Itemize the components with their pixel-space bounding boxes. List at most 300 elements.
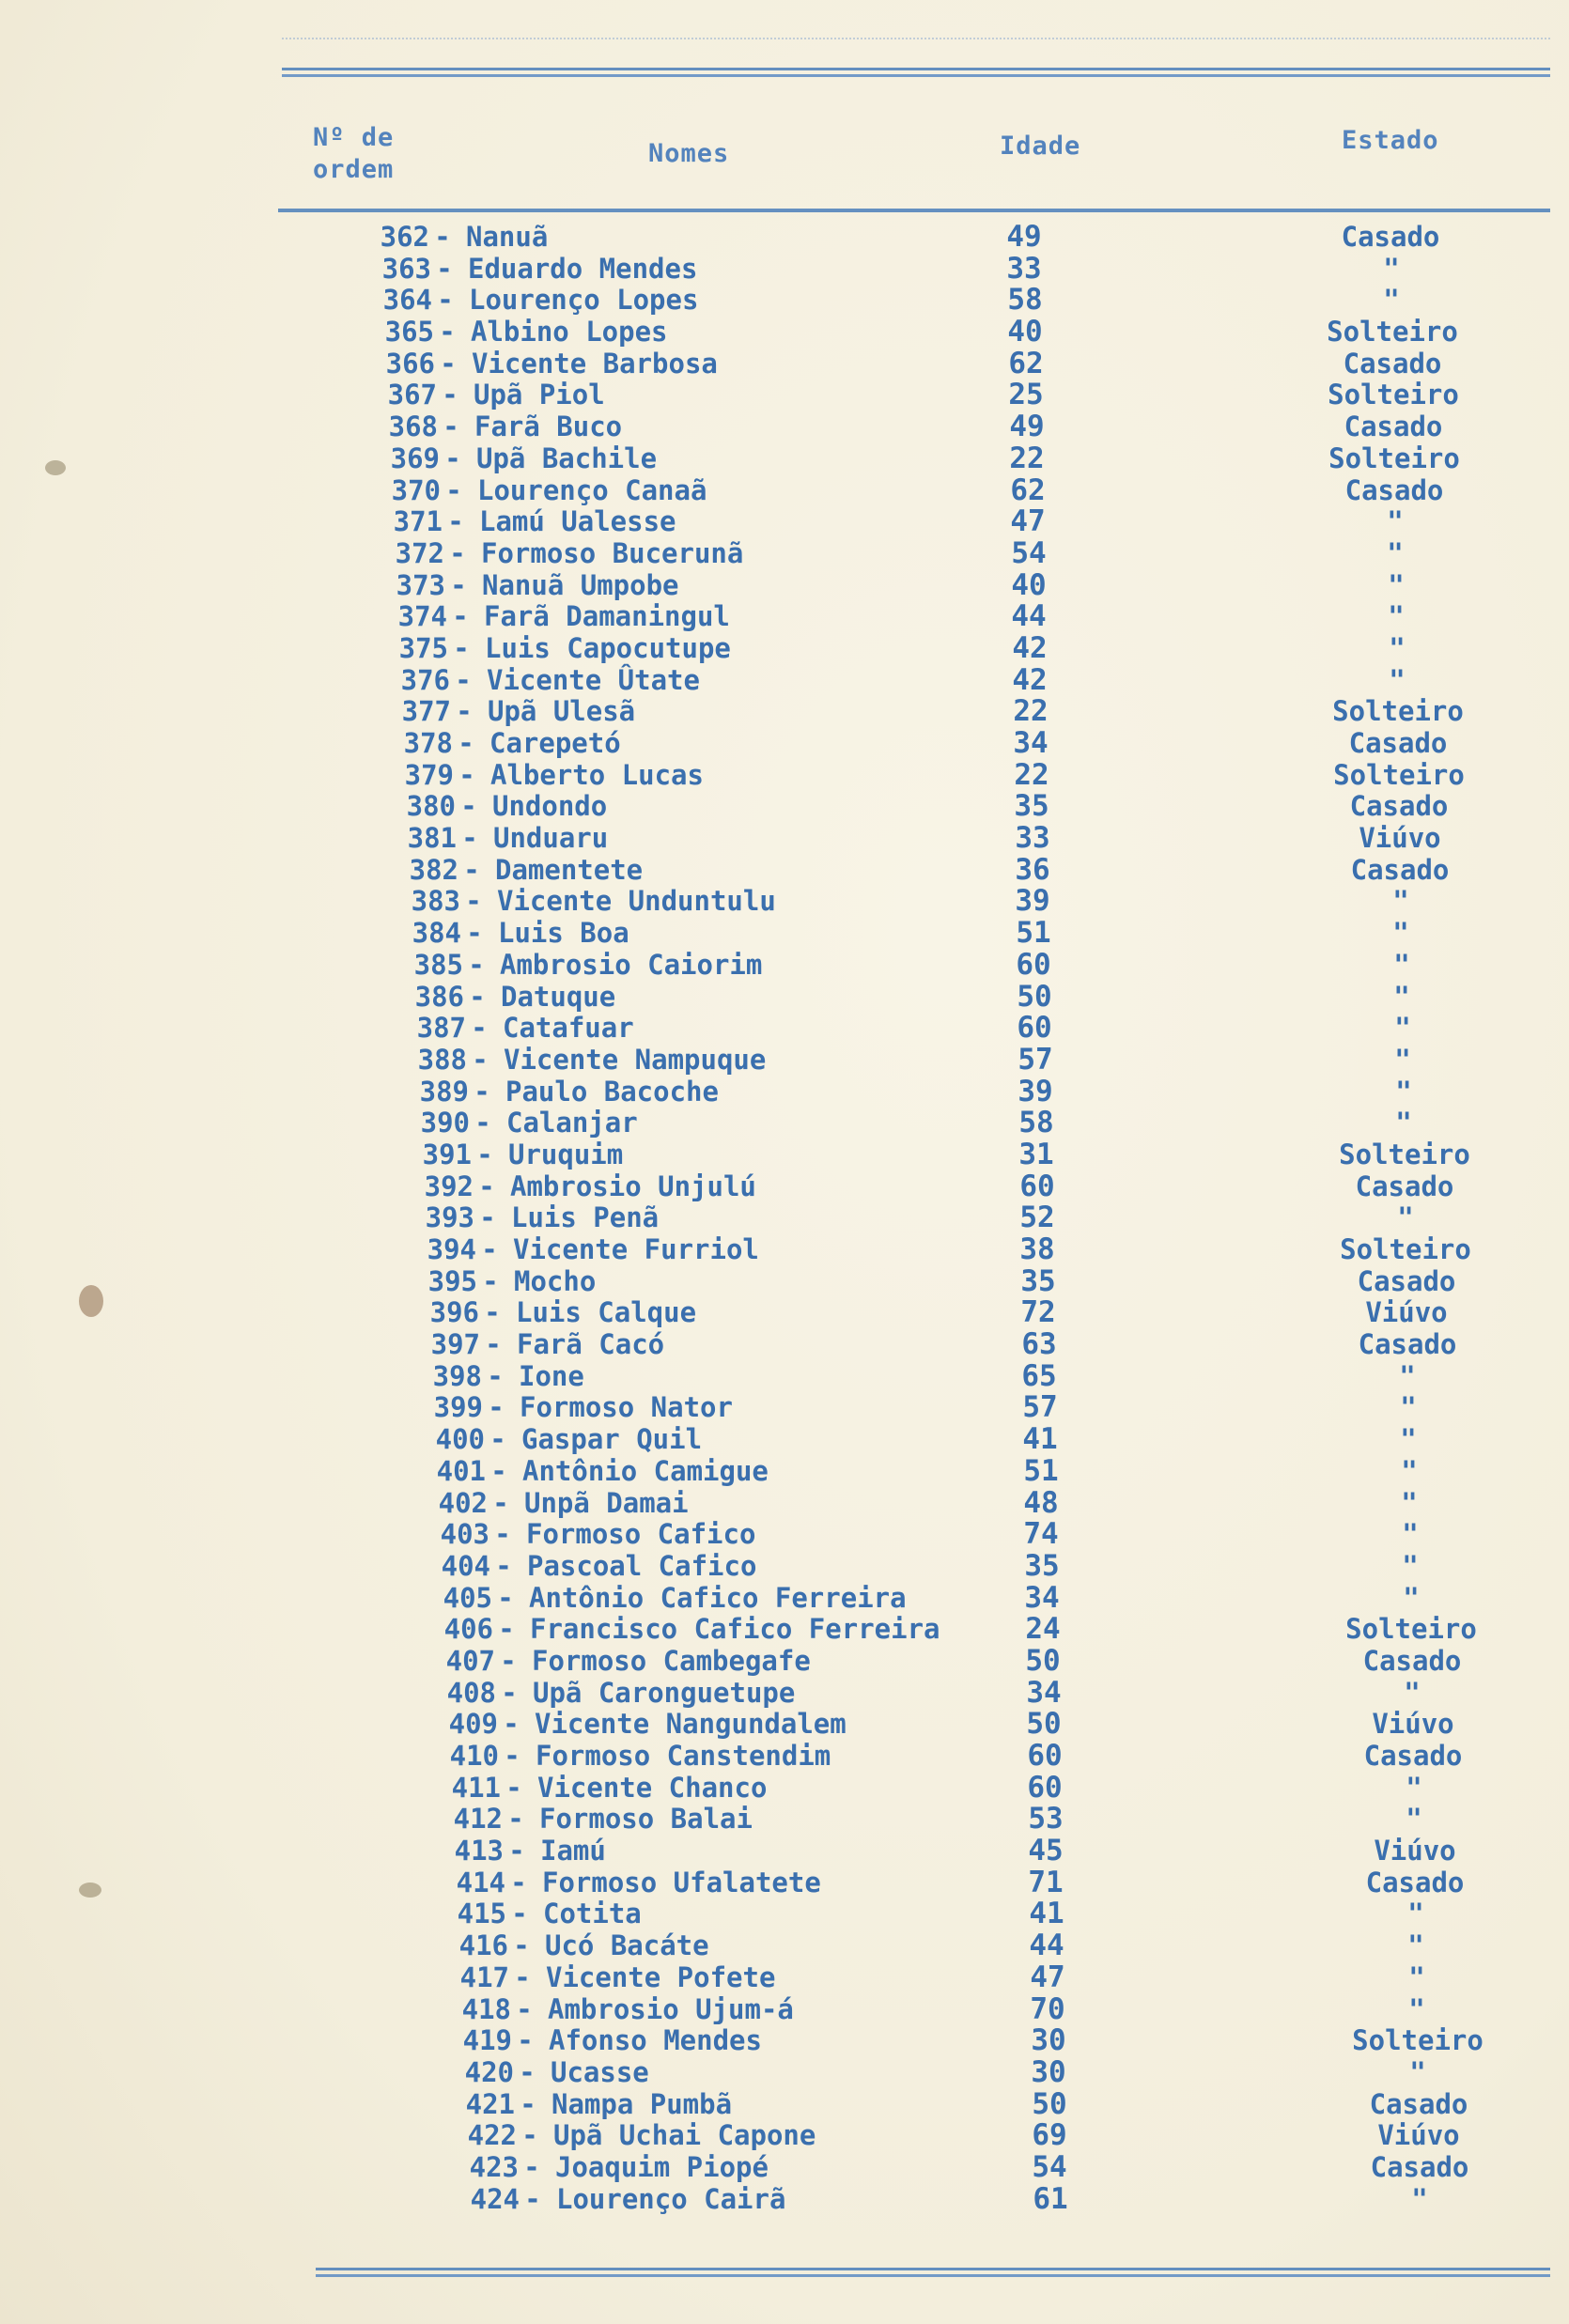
- age-value: 48: [1023, 1485, 1059, 1520]
- table-row: [0, 317, 1569, 349]
- age-value: 35: [1020, 1263, 1056, 1298]
- age-value: 51: [1023, 1453, 1059, 1488]
- order-number: 375: [398, 631, 448, 664]
- order-number: 384: [412, 917, 461, 950]
- separator-dash: -: [498, 1613, 515, 1646]
- separator-dash: -: [469, 980, 486, 1013]
- order-number: 370: [391, 473, 441, 506]
- marital-state: Casado: [1349, 790, 1449, 823]
- marital-state: Solteiro: [1333, 758, 1465, 791]
- person-name: Vicente Unduntulu: [497, 885, 776, 918]
- person-name: Formoso Cafico: [526, 1518, 756, 1551]
- order-number: 410: [449, 1740, 499, 1772]
- separator-dash: -: [519, 2055, 536, 2088]
- age-value: 58: [1018, 1106, 1054, 1140]
- order-number: 419: [462, 2024, 512, 2057]
- separator-dash: -: [504, 1740, 520, 1772]
- marital-state: ": [1406, 1771, 1422, 1804]
- table-row: [0, 506, 1569, 538]
- separator-dash: -: [489, 1423, 506, 1456]
- age-value: 51: [1016, 916, 1051, 951]
- marital-state: ": [1402, 1518, 1419, 1551]
- marital-state: Solteiro: [1328, 442, 1460, 474]
- separator-dash: -: [508, 1835, 525, 1867]
- order-number: 382: [409, 853, 458, 886]
- age-value: 60: [1016, 947, 1051, 982]
- marital-state: ": [1389, 631, 1406, 664]
- marital-state: ": [1401, 1454, 1418, 1487]
- person-name: Alberto Lucas: [490, 758, 704, 791]
- person-name: Luis Calque: [516, 1296, 697, 1329]
- person-name: Luis Penã: [511, 1201, 660, 1234]
- table-row: [0, 1074, 1569, 1108]
- age-value: 60: [1017, 1011, 1052, 1046]
- order-number: 418: [461, 1992, 511, 2025]
- marital-state: ": [1409, 2055, 1426, 2088]
- table-row: [0, 567, 1569, 602]
- table-row: [0, 1709, 1569, 1741]
- separator-dash: -: [500, 1644, 517, 1677]
- separator-dash: -: [505, 1771, 522, 1804]
- table-row: [0, 886, 1569, 918]
- order-number: 368: [388, 411, 438, 443]
- age-value: 61: [1033, 2181, 1068, 2216]
- order-number: 407: [445, 1644, 495, 1677]
- age-value: 31: [1018, 1137, 1054, 1171]
- marital-state: ": [1402, 1549, 1419, 1582]
- table-row: [0, 285, 1569, 317]
- marital-state: Casado: [1348, 727, 1448, 759]
- age-value: 34: [1024, 1580, 1060, 1615]
- table-row: [0, 1485, 1569, 1520]
- marital-state: ": [1407, 1929, 1424, 1962]
- marital-state: ": [1393, 980, 1410, 1013]
- table-row: [0, 1453, 1569, 1488]
- person-name: Pascoal Cafico: [527, 1549, 757, 1582]
- person-name: Damentete: [495, 853, 644, 886]
- age-value: 40: [1011, 567, 1047, 602]
- order-number: 383: [411, 885, 460, 918]
- marital-state: ": [1403, 1581, 1420, 1614]
- separator-dash: -: [472, 1043, 489, 1076]
- separator-dash: -: [490, 1454, 507, 1487]
- person-name: Paulo Bacoche: [505, 1075, 719, 1108]
- separator-dash: -: [514, 1960, 531, 1993]
- table-row: [0, 2149, 1569, 2184]
- person-name: Gaspar Quil: [521, 1423, 703, 1456]
- person-name: Calanjar: [506, 1107, 638, 1139]
- table-row: [0, 1171, 1569, 1203]
- person-name: Lourenço Cairã: [556, 2182, 786, 2215]
- marital-state: Viúvo: [1372, 1708, 1454, 1741]
- separator-dash: -: [444, 442, 461, 474]
- table-row: [0, 1770, 1569, 1805]
- age-value: 47: [1010, 504, 1046, 539]
- separator-dash: -: [523, 2150, 540, 2183]
- age-value: 44: [1029, 1929, 1064, 1963]
- paper-blemish: [45, 460, 66, 475]
- header-names: Nomes: [648, 139, 730, 168]
- table-row: [0, 728, 1569, 760]
- age-value: 50: [1025, 1643, 1061, 1678]
- table-row: [0, 1263, 1569, 1298]
- person-name: Vicente Chanco: [537, 1771, 768, 1804]
- order-number: 413: [454, 1835, 504, 1867]
- marital-state: ": [1408, 1960, 1425, 1993]
- header-rule: [278, 209, 1550, 212]
- person-name: Farã Cacó: [517, 1328, 665, 1361]
- order-number: 364: [382, 284, 432, 317]
- order-number: 399: [433, 1391, 483, 1424]
- order-number: 385: [413, 948, 463, 981]
- person-name: Ucasse: [551, 2055, 649, 2088]
- table-row: [0, 1614, 1569, 1646]
- table-row: [0, 2086, 1569, 2121]
- separator-dash: -: [485, 1328, 502, 1361]
- separator-dash: -: [501, 1676, 518, 1709]
- order-number: 411: [451, 1771, 501, 1804]
- table-row: [0, 979, 1569, 1014]
- table-row: [0, 222, 1569, 254]
- separator-dash: -: [494, 1518, 511, 1551]
- person-name: Formoso Balai: [539, 1803, 753, 1836]
- marital-state: Solteiro: [1332, 695, 1464, 728]
- table-row: [0, 2120, 1569, 2152]
- order-number: 378: [403, 727, 453, 759]
- order-number: 381: [407, 822, 457, 855]
- marital-state: ": [1393, 948, 1410, 981]
- order-number: 400: [435, 1423, 485, 1456]
- age-value: 69: [1032, 2118, 1067, 2153]
- separator-dash: -: [479, 1201, 496, 1234]
- order-number: 366: [385, 347, 435, 380]
- age-value: 57: [1022, 1390, 1058, 1425]
- marital-state: Casado: [1363, 1740, 1463, 1772]
- order-number: 414: [456, 1866, 505, 1898]
- person-name: Antônio Camigue: [522, 1454, 769, 1487]
- person-name: Ucó Bacáte: [545, 1929, 709, 1962]
- person-name: Ambrosio Ujum-á: [548, 1992, 794, 2025]
- age-value: 57: [1018, 1042, 1053, 1077]
- separator-dash: -: [524, 2182, 541, 2215]
- age-value: 39: [1018, 1074, 1053, 1108]
- order-number: 415: [457, 1898, 506, 1930]
- age-value: 62: [1008, 346, 1044, 380]
- separator-dash: -: [452, 600, 469, 633]
- table-row: [0, 475, 1569, 507]
- table-row: [0, 380, 1569, 411]
- age-value: 41: [1022, 1422, 1058, 1457]
- order-number: 377: [401, 695, 451, 728]
- age-value: 36: [1015, 852, 1050, 887]
- separator-dash: -: [445, 473, 462, 506]
- table-row: [0, 1898, 1569, 1930]
- table-row: [0, 1234, 1569, 1266]
- header-age: Idade: [1000, 132, 1081, 161]
- table-row: [0, 2025, 1569, 2057]
- separator-dash: -: [453, 631, 470, 664]
- age-value: 50: [1017, 979, 1052, 1014]
- separator-dash: -: [468, 948, 485, 981]
- person-name: Ione: [519, 1359, 584, 1392]
- marital-state: ": [1394, 1012, 1411, 1045]
- age-value: 53: [1028, 1802, 1064, 1836]
- person-name: Antônio Cafico Ferreira: [529, 1581, 907, 1614]
- separator-dash: -: [455, 663, 472, 696]
- marital-state: ": [1400, 1423, 1417, 1456]
- separator-dash: -: [474, 1075, 490, 1108]
- person-name: Formoso Cambegafe: [532, 1644, 811, 1677]
- table-row: [0, 1991, 1569, 2026]
- age-value: 40: [1007, 315, 1043, 349]
- person-name: Lourenço Canaã: [477, 473, 707, 506]
- separator-dash: -: [447, 505, 464, 538]
- age-value: 47: [1030, 1960, 1065, 1994]
- marital-state: Casado: [1344, 473, 1444, 506]
- age-value: 33: [1006, 251, 1042, 286]
- order-number: 405: [443, 1581, 492, 1614]
- table-row: [0, 1202, 1569, 1234]
- person-name: Uruquim: [508, 1138, 624, 1170]
- table-row: [0, 2181, 1569, 2216]
- person-name: Unduaru: [493, 822, 609, 855]
- marital-state: ": [1388, 600, 1405, 633]
- order-number: 392: [424, 1170, 474, 1202]
- paper-blemish: [79, 1882, 101, 1898]
- separator-dash: -: [482, 1264, 499, 1297]
- order-number: 395: [427, 1264, 477, 1297]
- table-row: [0, 346, 1569, 380]
- separator-dash: -: [488, 1391, 505, 1424]
- table-row: [0, 662, 1569, 697]
- separator-dash: -: [476, 1138, 493, 1170]
- order-number: 393: [425, 1201, 474, 1234]
- marital-state: Solteiro: [1328, 379, 1459, 411]
- marital-state: Casado: [1370, 2150, 1469, 2183]
- order-number: 372: [395, 536, 444, 569]
- person-name: Lourenço Lopes: [469, 284, 699, 317]
- person-name: Mocho: [514, 1264, 597, 1297]
- separator-dash: -: [434, 221, 451, 253]
- table-row: [0, 696, 1569, 728]
- marital-state: ": [1406, 1803, 1422, 1836]
- table-row: [0, 1867, 1569, 1899]
- age-value: 22: [1013, 694, 1049, 729]
- age-value: 41: [1029, 1897, 1064, 1931]
- order-number: 403: [440, 1518, 489, 1551]
- separator-dash: -: [513, 1929, 530, 1962]
- person-name: Eduardo Mendes: [468, 252, 698, 285]
- marital-state: ": [1411, 2182, 1428, 2215]
- order-number: 363: [381, 252, 431, 285]
- marital-state: Viúvo: [1365, 1296, 1448, 1329]
- table-row: [0, 1424, 1569, 1456]
- age-value: 45: [1028, 1834, 1064, 1868]
- person-name: Nanuã: [466, 221, 549, 253]
- person-name: Vicente Ûtate: [487, 663, 700, 696]
- order-number: 389: [419, 1075, 469, 1108]
- header-order-number: [313, 122, 426, 186]
- age-value: 60: [1027, 1770, 1063, 1805]
- marital-state: ": [1407, 1898, 1424, 1930]
- table-row: [0, 411, 1569, 443]
- table-row: [0, 630, 1569, 665]
- age-value: 39: [1015, 884, 1050, 919]
- separator-dash: -: [487, 1359, 504, 1392]
- person-name: Formoso Nator: [520, 1391, 733, 1424]
- table-row: [0, 443, 1569, 475]
- separator-dash: -: [517, 2024, 534, 2057]
- person-name: Luis Boa: [498, 917, 629, 950]
- age-value: 58: [1007, 283, 1043, 318]
- marital-state: Viúvo: [1359, 822, 1441, 855]
- table-row: [0, 1519, 1569, 1551]
- table-row: [0, 918, 1569, 950]
- separator-dash: -: [478, 1170, 495, 1202]
- age-value: 49: [1006, 220, 1042, 254]
- separator-dash: -: [497, 1581, 514, 1614]
- marital-state: Casado: [1369, 2087, 1468, 2120]
- table-row: [0, 1392, 1569, 1424]
- table-row: [0, 852, 1569, 887]
- order-number: 417: [459, 1960, 509, 1993]
- marital-state: ": [1397, 1201, 1414, 1234]
- table-row: [0, 1358, 1569, 1393]
- order-number: 406: [443, 1613, 493, 1646]
- order-number: 379: [404, 758, 454, 791]
- table-row: [0, 1013, 1569, 1045]
- marital-state: Viúvo: [1377, 2119, 1460, 2152]
- order-number: 391: [422, 1138, 472, 1170]
- person-name: Formoso Ufalatete: [542, 1866, 821, 1898]
- person-name: Nanuã Umpobe: [482, 568, 679, 601]
- table-row: [0, 757, 1569, 792]
- table-row: [0, 1329, 1569, 1361]
- table-row: [0, 1741, 1569, 1773]
- age-value: 34: [1013, 726, 1049, 760]
- order-number: 394: [427, 1233, 476, 1265]
- person-name: Vicente Pofete: [546, 1960, 776, 1993]
- top-dotted-line: [282, 38, 1550, 39]
- marital-state: ": [1404, 1676, 1421, 1709]
- marital-state: Solteiro: [1352, 2024, 1484, 2057]
- person-name: Upã Bachile: [476, 442, 658, 474]
- marital-state: Casado: [1358, 1328, 1457, 1361]
- age-value: 44: [1011, 599, 1047, 634]
- separator-dash: -: [471, 1012, 488, 1045]
- age-value: 65: [1021, 1358, 1057, 1393]
- marital-state: ": [1392, 917, 1409, 950]
- marital-state: ": [1408, 1992, 1425, 2025]
- age-value: 54: [1011, 535, 1047, 570]
- age-value: 60: [1019, 1169, 1055, 1203]
- person-name: Unpã Damai: [524, 1486, 689, 1519]
- table-row: [0, 1962, 1569, 1994]
- separator-dash: -: [461, 822, 478, 855]
- age-value: 34: [1026, 1675, 1062, 1710]
- marital-state: ": [1383, 252, 1400, 285]
- register-table: [0, 222, 1569, 2215]
- person-name: Upã Uchai Capone: [553, 2119, 816, 2152]
- order-number: 396: [429, 1296, 479, 1329]
- age-value: 70: [1030, 1991, 1065, 2026]
- person-name: Carepetó: [489, 727, 621, 759]
- order-number: 423: [469, 2150, 519, 2183]
- order-number: 374: [397, 600, 447, 633]
- person-name: Upã Piol: [474, 379, 605, 411]
- table-row: [0, 1930, 1569, 1962]
- order-number: 388: [417, 1043, 467, 1076]
- person-name: Lamú Ualesse: [479, 505, 676, 538]
- table-row: [0, 251, 1569, 286]
- person-name: Ambrosio Unjulú: [510, 1170, 756, 1202]
- marital-state: Casado: [1341, 221, 1440, 253]
- table-row: [0, 1139, 1569, 1171]
- age-value: 35: [1014, 789, 1049, 824]
- age-value: 63: [1021, 1327, 1057, 1362]
- marital-state: ": [1387, 536, 1404, 569]
- separator-dash: -: [495, 1549, 512, 1582]
- separator-dash: -: [516, 1992, 533, 2025]
- person-name: Francisco Cafico Ferreira: [530, 1613, 940, 1646]
- header-order-line1: Nº de: [313, 123, 395, 152]
- separator-dash: -: [437, 284, 454, 317]
- marital-state: Casado: [1362, 1644, 1462, 1677]
- order-number: 401: [436, 1454, 486, 1487]
- separator-dash: -: [503, 1708, 520, 1741]
- separator-dash: -: [439, 316, 456, 349]
- separator-dash: -: [450, 568, 467, 601]
- marital-state: Solteiro: [1327, 316, 1458, 349]
- header-order-line2: ordem: [313, 155, 395, 184]
- person-name: Farã Damaningul: [484, 600, 730, 633]
- separator-dash: -: [458, 727, 474, 759]
- marital-state: ": [1395, 1075, 1412, 1108]
- marital-state: Solteiro: [1339, 1138, 1470, 1170]
- order-number: 365: [384, 316, 434, 349]
- person-name: Undondo: [492, 790, 608, 823]
- age-value: 49: [1009, 410, 1045, 444]
- age-value: 30: [1031, 2054, 1066, 2089]
- age-value: 52: [1019, 1201, 1055, 1235]
- age-value: 62: [1010, 473, 1046, 507]
- order-number: 416: [458, 1929, 508, 1962]
- person-name: Formoso Bucerunã: [481, 536, 744, 569]
- order-number: 402: [438, 1486, 488, 1519]
- age-value: 30: [1031, 2023, 1066, 2058]
- age-value: 50: [1032, 2086, 1067, 2121]
- separator-dash: -: [510, 1866, 527, 1898]
- marital-state: Casado: [1343, 347, 1442, 380]
- separator-dash: -: [458, 758, 475, 791]
- age-value: 22: [1009, 441, 1045, 475]
- table-row: [0, 1804, 1569, 1836]
- order-number: 424: [470, 2182, 520, 2215]
- person-name: Cotita: [543, 1898, 642, 1930]
- order-number: 373: [396, 568, 445, 601]
- table-row: [0, 823, 1569, 855]
- table-row: [0, 1108, 1569, 1139]
- order-number: 398: [432, 1359, 482, 1392]
- table-row: [0, 1580, 1569, 1615]
- paper-blemish: [79, 1285, 103, 1317]
- bottom-double-rule: [316, 2268, 1550, 2277]
- separator-dash: -: [436, 252, 453, 285]
- order-number: 380: [406, 790, 456, 823]
- marital-state: ": [1395, 1107, 1412, 1139]
- separator-dash: -: [474, 1107, 491, 1139]
- table-row: [0, 1042, 1569, 1077]
